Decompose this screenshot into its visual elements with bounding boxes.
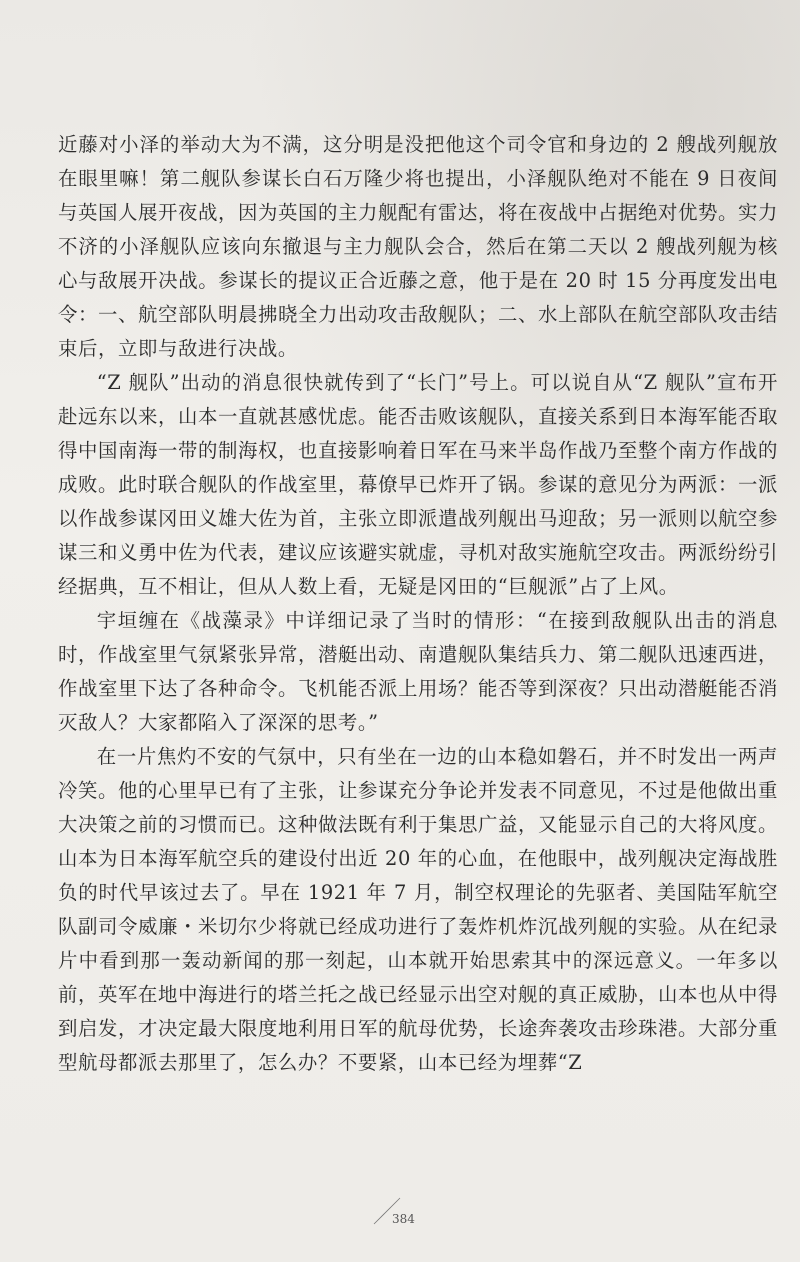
paragraph-4: 在一片焦灼不安的气氛中，只有坐在一边的山本稳如磐石，并不时发出一两声冷笑。他的心里早已有了主张，让参谋充分争论并发表不同意见，不过是他做出重大决策之前的习惯而已。这种做法既有利于集思广益，又能显示自己的大将风度。山本为日本海军航空兵的建设付出近 20 年的心血，在他眼中，战列舰决定海战胜负的时代早该过去了。早在 1921 年 7 月，制空权理论的先驱者、美国陆军航空队副司令威廉・米切尔少将就已经成功进行了轰炸机炸沉战列舰的实验。从在纪录片中看到那一轰动新闻的那一刻起，山本就开始思索其中的深远意义。一年多以前，英军在地中海进行的塔兰托之战已经显示出空对舰的真正威胁，山本也从中得到启发，才决定最大限度地利用日军的航母优势，长途奔袭攻击珍珠港。大部分重型航母都派去那里了，怎么办？不要紧，山本已经为埋葬“Z	[58, 745, 778, 1074]
paragraph-1: 近藤对小泽的举动大为不满，这分明是没把他这个司令官和身边的 2 艘战列舰放在眼里嘛！第二舰队参谋长白石万隆少将也提出，小泽舰队绝对不能在 9 日夜间与英国人展开夜战，因为英国的主力舰配有雷达，将在夜战中占据绝对优势。实力不济的小泽舰队应该向东撤退与主力舰队会合，然后在第二天以 2 艘战列舰为核心与敌展开决战。参谋长的提议正合近藤之意，他于是在 20 时 15 分再度发出电令：一、航空部队明晨拂晓全力出动攻击敌舰队；二、水上部队在航空部队攻击结束后，立即与敌进行决战。	[58, 133, 778, 360]
paragraph-3: 宇垣缠在《战藻录》中详细记录了当时的情形：“在接到敌舰队出击的消息时，作战室里气氛紧张异常，潜艇出动、南遣舰队集结兵力、第二舰队迅速西进，作战室里下达了各种命令。飞机能否派上用场？能否等到深夜？只出动潜艇能否消灭敌人？大家都陷入了深深的思考。”	[58, 609, 778, 734]
page-number: 384	[392, 1212, 415, 1226]
body-text	[58, 128, 778, 1080]
paragraph-2: “Z 舰队”出动的消息很快就传到了“长门”号上。可以说自从“Z 舰队”宣布开赴远东以来，山本一直就甚感忧虑。能否击败该舰队，直接关系到日本海军能否取得中国南海一带的制海权，也直接影响着日军在马来半岛作战乃至整个南方作战的成败。此时联合舰队的作战室里，幕僚早已炸开了锅。参谋的意见分为两派：一派以作战参谋冈田义雄大佐为首，主张立即派遣战列舰出马迎敌；另一派则以航空参谋三和义勇中佐为代表，建议应该避实就虚，寻机对敌实施航空攻击。两派纷纷引经据典，互不相让，但从人数上看，无疑是冈田的“巨舰派”占了上风。	[58, 371, 778, 598]
